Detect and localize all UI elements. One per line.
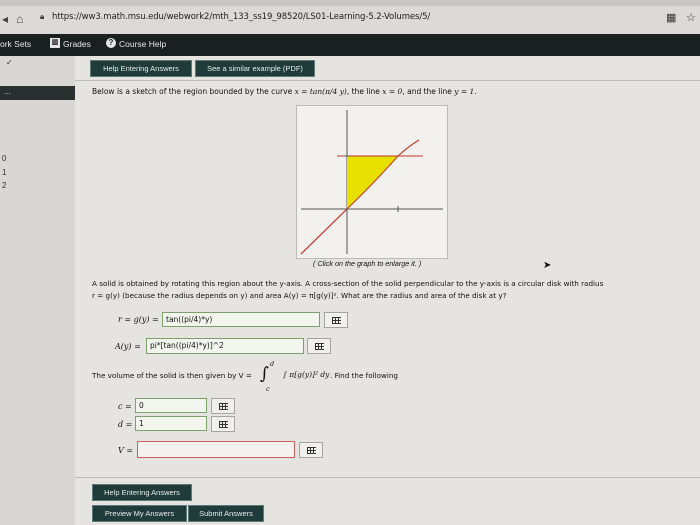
- problem-intro: [92, 87, 477, 96]
- volume-text: The volume of the solid is then given by V =: [92, 371, 252, 380]
- volume-input[interactable]: [137, 441, 295, 458]
- area-equation-editor-button[interactable]: [307, 338, 331, 354]
- intro-text: .: [474, 87, 477, 96]
- graph-svg: [297, 106, 447, 258]
- graph-caption[interactable]: ( Click on the graph to enlarge it. ): [313, 259, 422, 268]
- sidebar-check: ✓: [6, 58, 13, 67]
- integral-expression: ∫ π[g(y)]² dy: [283, 370, 330, 379]
- grades-icon: ▥: [51, 39, 59, 46]
- integral-sign-icon: ∫: [260, 364, 269, 384]
- intro-text: Below is a sketch of the region bounded by the curve: [92, 87, 295, 96]
- grades-link[interactable]: Grades: [63, 39, 91, 49]
- d-input[interactable]: 1: [135, 416, 207, 431]
- curve-expression: x = tan(π/4 y): [294, 87, 347, 96]
- mouse-cursor-icon: ➤: [543, 260, 552, 271]
- volume-label: V =: [118, 446, 134, 455]
- c-label: c =: [118, 402, 132, 411]
- sidebar-active-item[interactable]: ...: [0, 86, 75, 100]
- similar-example-button[interactable]: See a similar example (PDF): [195, 60, 315, 77]
- translate-icon[interactable]: ▦: [666, 12, 677, 24]
- line-expression: x = 0: [382, 87, 403, 96]
- area-label: A(y) =: [115, 342, 141, 351]
- problem-paragraph-line1: A solid is obtained by rotating this region about the y-axis. A cross-section of the solid perpendicular to the y-axis is a circular disk with radius: [92, 279, 604, 288]
- course-help-link[interactable]: Course Help: [119, 39, 167, 49]
- help-entering-answers-button-bottom[interactable]: Help Entering Answers: [92, 484, 192, 501]
- homework-sets-link[interactable]: ork Sets: [0, 39, 32, 49]
- d-equation-editor-button[interactable]: [211, 416, 235, 432]
- region-graph[interactable]: [296, 105, 448, 259]
- browser-tabstrip: [0, 0, 700, 6]
- volume-text-end: . Find the following: [330, 371, 398, 380]
- webwork-navbar: [0, 34, 700, 56]
- integral-upper-limit: d: [270, 360, 275, 368]
- sidebar-item[interactable]: 0: [2, 154, 7, 163]
- divider: [75, 80, 700, 81]
- sidebar: [0, 56, 75, 525]
- radius-equation-editor-button[interactable]: [324, 312, 348, 328]
- volume-equation-editor-button[interactable]: [299, 442, 323, 458]
- d-label: d =: [118, 420, 133, 429]
- lock-icon: 🔒︎: [40, 12, 45, 21]
- sidebar-item[interactable]: 2: [2, 181, 7, 190]
- home-icon[interactable]: ⌂: [16, 12, 24, 26]
- help-circle-icon: ?: [106, 38, 116, 48]
- integral-lower-limit: c: [266, 385, 270, 393]
- help-entering-answers-button[interactable]: Help Entering Answers: [90, 60, 192, 77]
- c-equation-editor-button[interactable]: [211, 398, 235, 414]
- address-bar[interactable]: https://ww3.math.msu.edu/webwork2/mth_133_ss19_98520/LS01-Learning-5.2-Volumes/5/: [52, 12, 431, 22]
- back-icon[interactable]: ◂: [2, 12, 9, 26]
- divider: [75, 477, 700, 478]
- curve-tan-lower: [301, 209, 347, 254]
- area-input[interactable]: pi*[tan((pi/4)*y)]^2: [146, 338, 304, 354]
- radius-label: r = g(y) =: [118, 315, 159, 324]
- radius-input[interactable]: tan((pi/4)*y): [162, 312, 320, 327]
- c-input[interactable]: 0: [135, 398, 207, 413]
- submit-answers-button[interactable]: Submit Answers: [188, 505, 264, 522]
- sidebar-item[interactable]: 1: [2, 168, 7, 177]
- intro-text: , the line: [346, 87, 383, 96]
- preview-answers-button[interactable]: Preview My Answers: [92, 505, 187, 522]
- intro-text: , and the line: [402, 87, 455, 96]
- bookmark-star-icon[interactable]: ☆: [686, 12, 696, 24]
- line-expression: y = 1: [454, 87, 475, 96]
- problem-paragraph-line2: r = g(y) (because the radius depends on y) and area A(y) = π[g(y)]². What are the radius and area of the disk at y?: [92, 291, 507, 300]
